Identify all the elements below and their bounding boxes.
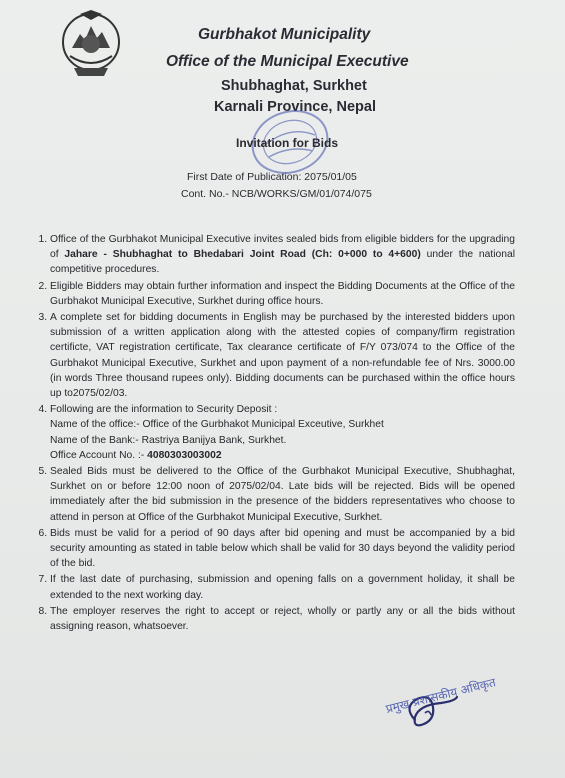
- list-item: [50, 232, 515, 278]
- list-item: [50, 279, 515, 309]
- item-text: under the national competitive procedures.: [50, 249, 515, 276]
- list-item: [50, 572, 515, 602]
- office-name: Office of the Municipal Executive: [166, 53, 409, 70]
- security-office-line: Name of the office:- Office of the Gurbhakot Municipal Exceutive, Surkhet: [50, 419, 384, 431]
- account-number: 4080303003002: [147, 449, 222, 461]
- conditions-list: [20, 232, 515, 634]
- security-bank-line: Name of the Bank:- Rastriya Banijya Bank, Surkhet.: [50, 434, 287, 446]
- item-text: The employer reserves the right to accept or reject, wholly or partly any or all the bids without assigning reason, whatsoever.: [50, 605, 515, 633]
- list-item: [50, 310, 515, 401]
- item-text: Bids must be valid for a period of 90 days after bid opening and must be accompanied by a bid security amounting as stated in table below which shall be valid for 30 days beyond the validity period of the bid.: [50, 527, 515, 570]
- address-line-1: Shubhaghat, Surkhet: [221, 78, 367, 94]
- security-account-line: [50, 448, 515, 463]
- account-label: Office Account No. :-: [50, 449, 148, 461]
- publication-date: First Date of Publication: 2075/01/05: [187, 171, 357, 183]
- item-text: If the last date of purchasing, submission and opening falls on a government holiday, it shall be extended to the next working day.: [50, 574, 515, 601]
- item-text: Sealed Bids must be delivered to the Office of the Gurbhakot Municipal Executive, Shubhaghat, Surkhet on or before 12:00 noon of 2075/02/04. Late bids will be rejected. Bids will be opened immediately after the bid submission in the presence of the bidders representatives who choose to attend in person at Office of the Gurbhakot Municipal Executive, Surkhet.: [50, 466, 515, 523]
- item-text: Following are the information to Security Deposit :: [50, 404, 278, 416]
- nepal-emblem-icon: [60, 8, 122, 80]
- municipality-name: Gurbhakot Municipality: [198, 26, 371, 43]
- list-item: [50, 402, 515, 463]
- document-title: Invitation for Bids: [236, 136, 338, 150]
- bid-conditions: [20, 232, 515, 635]
- list-item: [50, 464, 515, 525]
- project-name: Jahare - Shubhaghat to Bhedabari Joint Road (Ch: 0+000 to 4+600): [64, 249, 421, 261]
- item-text: Eligible Bidders may obtain further information and inspect the Bidding Documents at the Office of the Gurbhakot Municipal Executive, Surkhet during office hours.: [50, 280, 515, 307]
- address-line-2: Karnali Province, Nepal: [214, 99, 376, 115]
- signature-caption: प्रमुख प्रशासकीय अधिकृत: [384, 675, 498, 717]
- item-text: Office of the Gurbhakot Municipal Executive invites sealed bids from eligible bidders for the upgrading of: [50, 234, 515, 261]
- item-text: A complete set for bidding documents in English may be purchased by the interested bidders upon submission of a written application along with the attested copies of company/firm registration certificte, VAT registration certificate, Tax clearance certificate of F/Y 073/074 to the Office of the Gurbhakot Municipal Executive, Surkhet and upon payment of a non-refundable fee of Nrs. 3000.00 (in words Three thousand rupees only). Bidding documents can be purchased within the office hours up to2075/02/03.: [50, 312, 515, 400]
- list-item: [50, 604, 515, 634]
- contract-number: Cont. No.- NCB/WORKS/GM/01/074/075: [181, 188, 372, 200]
- list-item: [50, 526, 515, 572]
